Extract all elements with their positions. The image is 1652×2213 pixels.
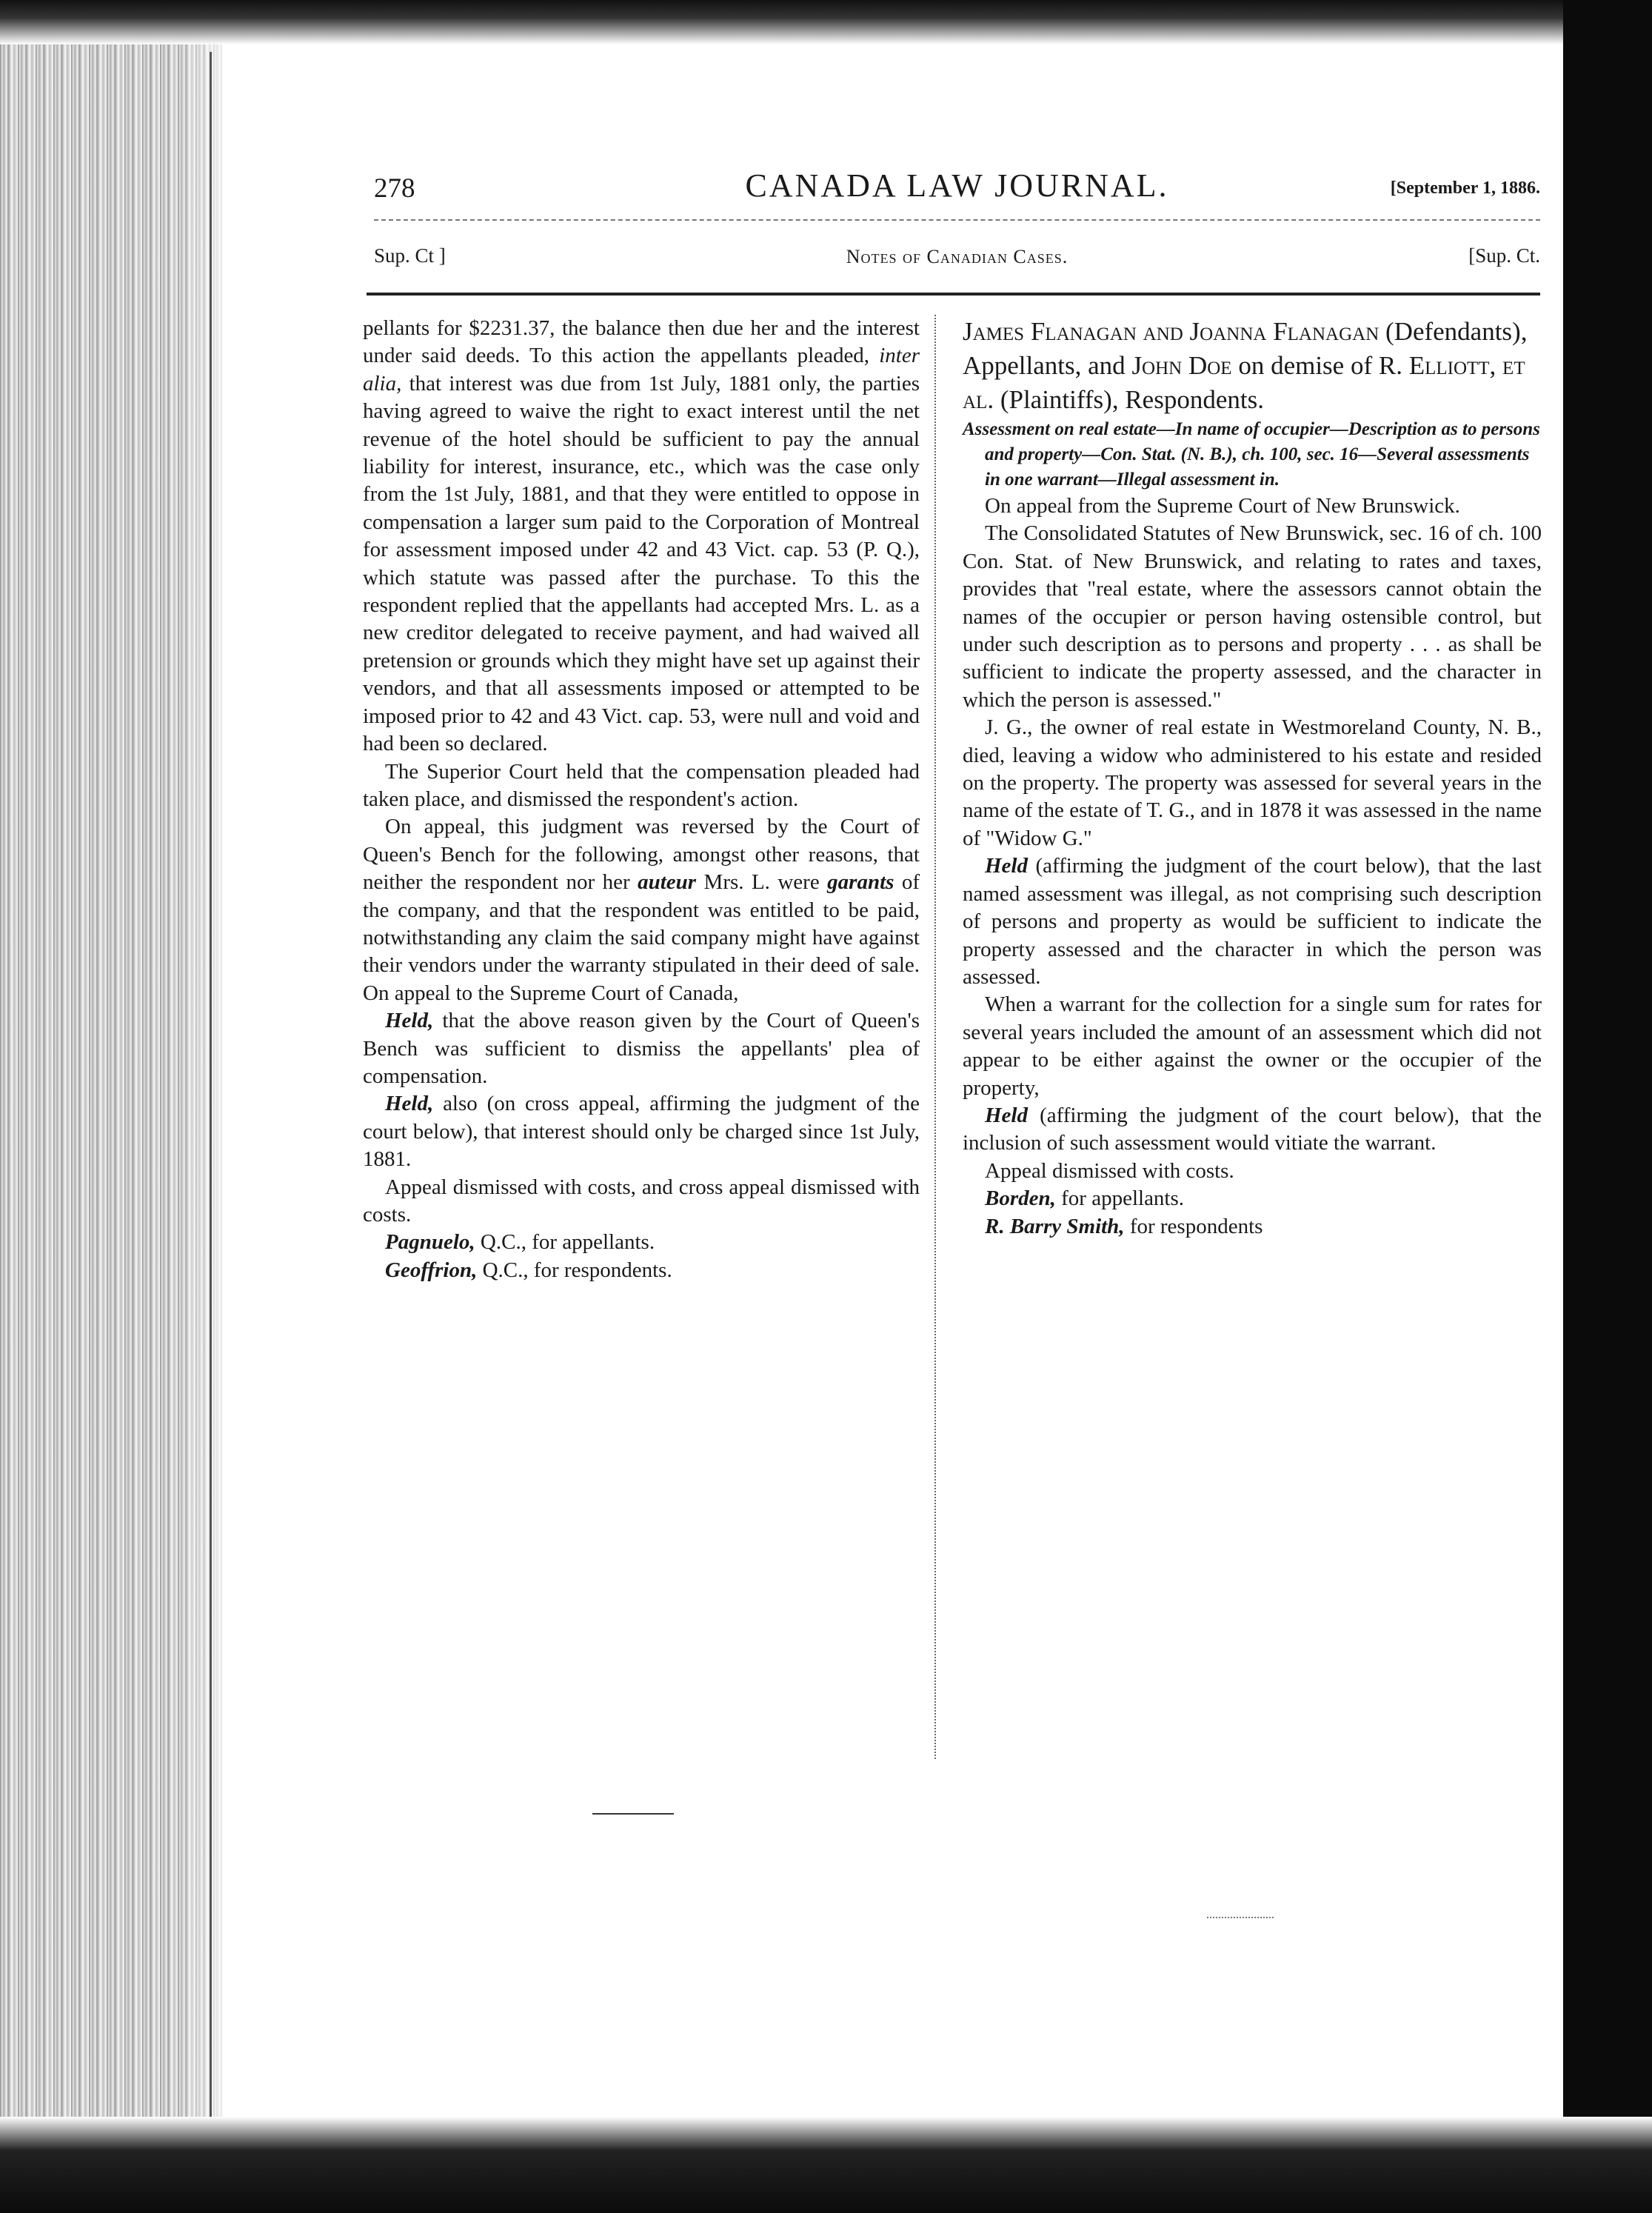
counsel-line: Geoffrion, Q.C., for respondents.: [385, 1258, 672, 1282]
running-head: [374, 244, 1540, 274]
disposition: Appeal dismissed with costs.: [985, 1158, 1234, 1183]
paragraph: J. G., the owner of real estate in Westmoreland County, N. B., died, leaving a widow who administered to his estate and resided on the property. The property was assessed for several years in the name of the estate of T. G., and in 1878 it was assessed in the name of "Widow G.": [963, 715, 1542, 850]
headnote: Assessment on real estate—In name of occupier—Description as to persons and property—Con. Stat. (N. B.), ch. 100, sec. 16—Several assessments in one warrant—Illegal assessment in.: [963, 419, 1540, 490]
gutter-shadow: [178, 0, 237, 2213]
page-header: [374, 167, 1540, 211]
paragraph: The Superior Court held that the compensation pleaded had taken place, and dismissed the respondent's action.: [363, 759, 920, 811]
paragraph: The Consolidated Statutes of New Brunswick, sec. 16 of ch. 100 Con. Stat. of New Brunswick, and relating to rates and taxes, provides that "real estate, where the assessors cannot obtain the names of the occupier or person having ostensible control, but under such description as to persons and property . . . as shall be sufficient to indicate the property assessed, and the character in which the person is assessed.": [963, 521, 1542, 712]
running-head-right: [Sup. Ct.: [1468, 244, 1540, 267]
scan-border-bottom: [0, 2117, 1652, 2213]
running-head-center: Notes of Canadian Cases.: [846, 246, 1069, 267]
page-edge-line: [210, 52, 212, 2170]
page-number: 278: [374, 173, 415, 204]
end-rule: [1207, 1917, 1274, 1918]
scan-border-right: [1563, 0, 1652, 2213]
right-column: [963, 315, 1542, 1241]
paragraph: pellants for $2231.37, the balance then due her and the interest under said deeds. To this action the appellants pleaded, inter alia, that interest was due from 1st July, 1881 only, the parties having agreed to waive the right to exact interest until the net revenue of the hotel should be sufficient to pay the annual liability for interest, insurance, etc., which was the case only from the 1st July, 1881, and that they were entitled to oppose in compensation a larger sum paid to the Corporation of Montreal for assessment imposed under 42 and 43 Vict. cap. 53 (P. Q.), which statute was passed after the purchase. To this the respondent replied that the appellants had accepted Mrs. L. as a new creditor delegated to receive payment, and had waived all pretension or grounds which they might have set up against their vendors, and that all assessments imposed or attempted to be imposed prior to 42 and 43 Vict. cap. 53, were null and void and had been so declared.: [363, 316, 920, 756]
counsel-line: Pagnuelo, Q.C., for appellants.: [385, 1230, 655, 1255]
running-head-left: Sup. Ct ]: [374, 244, 446, 267]
held-paragraph: Held (affirming the judgment of the court below), that the inclusion of such assessment would vitiate the warrant.: [963, 1103, 1542, 1155]
end-rule: [592, 1813, 674, 1815]
journal-title: CANADA LAW JOURNAL.: [745, 167, 1169, 204]
column-divider: [934, 315, 936, 1759]
issue-date: [September 1, 1886.: [1390, 178, 1540, 198]
disposition: Appeal dismissed with costs, and cross appeal dismissed with costs.: [363, 1175, 920, 1226]
paragraph: On appeal, this judgment was reversed by the Court of Queen's Bench for the following, amongst other reasons, that neither the respondent nor her auteur Mrs. L. were garants of the company, and that the respondent was entitled to be paid, notwithstanding any claim the said company might have against their vendors under the warranty stipulated in their deed of sale. On appeal to the Supreme Court of Canada,: [363, 815, 920, 1005]
held-paragraph: Held (affirming the judgment of the court below), that the last named assessment was illegal, as not comprising such description of persons and property as would be sufficient to indicate the property assessed and the character in which the person was assessed.: [963, 854, 1542, 989]
held-paragraph: Held, that the above reason given by the Court of Queen's Bench was sufficient to dismiss the appellants' plea of compensation.: [363, 1009, 920, 1088]
scan-border-top: [0, 0, 1652, 44]
paragraph: On appeal from the Supreme Court of New Brunswick.: [985, 494, 1460, 518]
counsel-line: Borden, for appellants.: [985, 1186, 1185, 1211]
left-column: [363, 315, 920, 1284]
counsel-line: R. Barry Smith, for respondents: [985, 1214, 1263, 1238]
case-title: James Flanagan and Joanna Flanagan (Defendants), Appellants, and John Doe on demise of R. Elliott, et al. (Plaintiffs), Respondents.: [963, 317, 1528, 414]
section-rule: [367, 293, 1540, 296]
header-rule: [374, 219, 1540, 221]
held-paragraph: Held, also (on cross appeal, affirming the judgment of the court below), that interest should only be charged since 1st July, 1881.: [363, 1092, 920, 1172]
paragraph: When a warrant for the collection for a single sum for rates for several years included the amount of an assessment which did not appear to be either against the owner or the occupier of the property,: [963, 992, 1542, 1100]
